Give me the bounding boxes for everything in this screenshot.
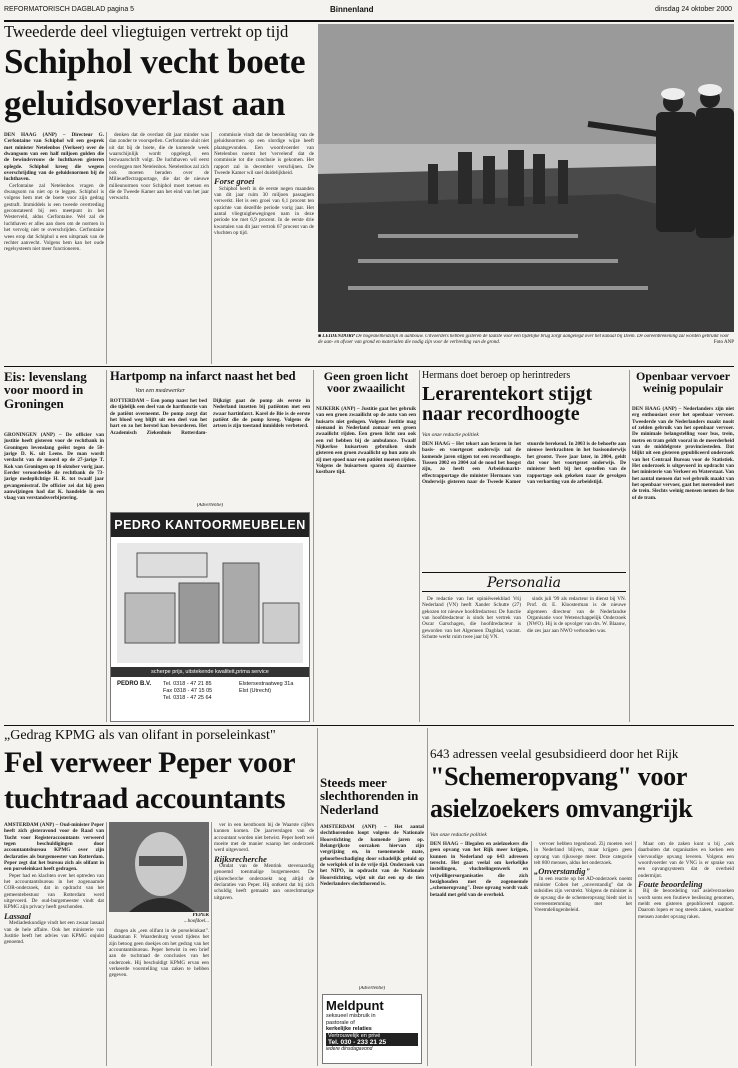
slechthorenden-text: AMSTERDAM (ANP) – Het aantal slechthorenden loopt volgens de Nationale Hoorstichting de komende jaren op. Belangrijkste oorzaken hiervan zijn vergrijzing en, in toenemende mate, gehoorbeschadiging door schadelijk geluid op de werkplek of in de vrije tijd. Onderzoek van het NIPO, in opdracht van de Nationale Hoorstichting, wijst uit dat een op de tien Nederlanders slechthorend is.	[320, 824, 424, 888]
hartpomp-headline: Hartpomp na infarct naast het bed	[110, 370, 296, 383]
meldpunt-advertisement[interactable]	[322, 994, 422, 1064]
masthead	[0, 4, 738, 20]
column-divider	[629, 370, 630, 722]
subhead-onverstandig: „Onverstandig"	[534, 866, 591, 877]
kpmg-headline-2: tuchtraad accountants	[4, 784, 286, 815]
pedro-ad-tagline: scherpe prijs, uitstekende kwaliteit,prima service	[111, 667, 309, 677]
asiel-headline-1: "Schemeropvang" voor	[430, 764, 688, 791]
groningen-headline: Eis: levenslang voor moord in Groningen	[4, 370, 87, 411]
pedro-phones	[163, 681, 233, 702]
kpmg-col-2	[109, 928, 209, 1066]
hartpomp-byline: Van een medewerker	[135, 388, 185, 394]
peper-portrait-drawing	[109, 822, 209, 912]
hartpomp-text: ROTTERDAM – Een pomp naast het bed die tijdelijk een deel van de hartfunctie van de patiënt overneemt. De pomp zorgt dat het bloed weg blijft uit een deel van het hart en zo het herstel kan bevorderen. Het Academisch Ziekenhuis Rotterdam-Dijkzigt gaat de pomp als eerste in Nederland inzetten bij patiënten met een zwaar hartinfarct. Karel de Bie is de eerste patiënt die de pomp kreeg. Volgens de artsen is zijn toestand inmiddels verbeterd.	[110, 398, 310, 436]
schiphol-col-1	[4, 132, 104, 364]
kpmg-col3-text: ver in een kerstboom bij de Waarste cijfers kunnen komen. De jaarverslagen van de accountant worden niet betwist. Peper heeft wel moeite met de manier waarop het onderzoek werd uitgevoerd.	[214, 822, 314, 854]
groningen-text-box	[4, 432, 104, 722]
column-divider	[317, 728, 318, 1066]
schiphol-headline-2: geluidsoverlast aan	[4, 86, 286, 123]
pedro-tel: Tel. 0318 - 47 21 85	[163, 681, 212, 687]
slechthorenden-text-box	[320, 824, 424, 984]
kpmg-col1b-text: Mediadeskundige vindt het een zwaar lassaal van de hele affaire. Ook het ministerie van Justitie heeft het advies van KPMG onjuist genoemd.	[4, 920, 104, 946]
section-rule	[4, 725, 734, 726]
peper-portrait	[109, 822, 209, 912]
asiel-kicker: 643 adressen veelal gesubsidieerd door het Rijk	[430, 746, 679, 761]
asiel-headline-2: asielzoekers omvangrijk	[430, 796, 693, 823]
kpmg-headline-1: Fel verweer Peper voor	[4, 748, 296, 779]
hermans-kicker: Hermans doet beroep op herintreders	[422, 370, 571, 381]
hermans-byline: Van onze redactie politiek	[422, 432, 479, 438]
kpmg-col3b-text: Omdat van de Mentink stevenaardig genoemd toenmalige burgemeester. De rijksrecherche onderzoekt nog altijd de declaraties van Peper. Hij ontkent dat hij zich schuldig heeft gemaakt aan onrechtmatige uitgaven.	[214, 863, 314, 901]
schiphol-kicker: Tweederde deel vliegtuigen vertrekt op tijd	[4, 22, 289, 41]
groningen-text: GRONINGEN (ANP) – De officier van justitie heeft gisteren voor de rechtbank in Groningen levenslang geëist tegen de 50-jarige D. K. uit Leens. De man wordt verdacht van de moord op de 27-jarige T. Kok van Groningen op 16 oktober vorig jaar. Eerder veroordeelde de rechtbank de 73-jarige medeplichtige H. R. tot twaalf jaar gevangenisstraf. De officier zei dat hij geen aanwijzingen had dat K. handelde in een vlaag van verstandsverbijstering.	[4, 432, 104, 502]
slechthorenden-headline: Steeds meer slechthorenden in Nederland	[320, 776, 419, 817]
personalia-right-text: sinds juli '99 als redacteur in dienst bij VN. Prof. dr. E. Kloosterman is de nieuwe algemeen directeur van de Nederlandse Organisatie voor Wetenschappelijk Onderzoek (NWO). Hij is de opvolger van drs. W. Blaauw, die zes jaar aan NWO verbonden was.	[527, 596, 626, 634]
personalia-header: Personalia	[422, 572, 626, 592]
furniture-illustration	[117, 543, 303, 663]
column-divider	[427, 728, 428, 1066]
subhead-foute-beoordeling: Foute beoordeling	[638, 879, 703, 890]
pedro-tel2: Tel. 0318 - 47 25 64	[163, 695, 212, 701]
zwaailicht-text-box	[316, 406, 416, 722]
schiphol-headline-1: Schiphol vecht boete	[4, 44, 306, 81]
schiphol-col-2	[109, 132, 209, 364]
column-divider	[211, 822, 212, 1066]
schiphol-lead: DEN HAAG (ANP) – Directeur G. Cerfontaine van Schiphol wil een gesprek met minister Netelenbos (Verkeer) over de dwangsom van een half miljoen gulden die de bewindsvrouw de luchthaven gisteren oplegde. Schiphol kreeg die wegens overschrijding van de geluidsnormen bij de luchthaven.	[4, 132, 104, 183]
openbaar-text-box	[632, 406, 734, 722]
section-rule	[4, 366, 734, 367]
personalia-left-text: De redactie van het opiniëweekblad Vrij Nederland (VN) heeft Xander Schutte (27) gekozen tot nieuwe hoofdredacteur. De functie van hoofdredacteur is sinds het vertrek van Oscar Garschagen, die hoofdredacteur is geworden van het Algemeen Dagblad, vacant. Schutte werkt ruim twee jaar bij VN.	[422, 596, 521, 641]
pedro-address: Elstersestraatweg 31a	[239, 681, 294, 687]
schiphol-col3b-text: Schiphol heeft in de eerste negen maanden van dit jaar ruim 30 miljoen passagiers verwerkt. Het is een groei van 6,1 procent ten opzichte van dezelfde periode vorig jaar. Het aantal vliegtuigbewegingen nam in deze periode toe met 6,9 procent. In de eerste drie kwartalen van dit jaar vertrok 67 procent van de vluchten op tijd.	[214, 185, 314, 237]
asiel-col2b-text: In een reactie op het AD-onderzoek noemt minister Cohen het „onverstandig" dat de subsidies zijn verstrekt. Volgens de minister is de opvang die de schemeropvang biedt niet in overeenstemming met het Vreemdelingenbeleid.	[534, 875, 632, 914]
meldpunt-line2: pastorale of	[326, 1019, 355, 1026]
schiphol-col3-text: commissie vindt dat de beoordeling van de geluidsnormen op een slordige wijze heeft plaatsgevonden. Een woordvoerder van Netelenbos noemt het 'vervelend' dat de commissie tot die conclusie is gekomen. Het rapport zal in december verschijnen. De Tweede Kamer wil snel duidelijkheid.	[214, 132, 314, 177]
peper-caption-text: ...hoofdoel...	[184, 919, 209, 924]
kpmg-col-3	[214, 822, 314, 1066]
pedro-ad-title: PEDRO KANTOORMEUBELEN	[111, 513, 309, 537]
construction-photo-drawing	[318, 24, 734, 332]
column-divider	[106, 370, 107, 722]
asiel-col2-text: vervoer hebben tegenhoud. Zij moeten wel in Nederland blijven, maar krijgen geen opvang van rijkswege meer. Deze categorie telt 800 mensen, aldus het onderzoek.	[534, 841, 632, 867]
masthead-section: Binnenland	[330, 5, 374, 14]
asiel-col1-text: DEN HAAG – Illegalen en asielzoekers die geen opvang van het Rijk meer krijgen, kunnen in Nederland op 643 adressen terecht. Het gaat veelal om kerkelijke instellingen, vluchtelingenwerk en vrijwilligersorganisaties die zich bezighouden met de zogenoemde „schemeropvang". Deze opvang wordt vaak betaald met geld van de overheid.	[430, 841, 528, 898]
column-divider	[635, 841, 636, 1066]
column-divider	[531, 841, 532, 1066]
zwaailicht-text: NIJKERK (ANP) – Justitie gaat het gebruik van een groen zwaailicht op de auto van een huisarts niet gedogen. Volgens Justitie mag niemand in Nederland zomaar een groen zwaailicht rijden. Een groen licht zou ook een rol hebben bij de ambulance. Twaalf Nijkerkse huisartsen gebruiken sinds gisteren een groen zwaailicht op hun auto als zij met spoed naar een patiënt moeten rijden. Volgens de huisartsen sparen zij daarmee kostbare tijd.	[316, 406, 416, 476]
openbaar-text: DEN HAAG (ANP) – Nederlanders zijn niet erg enthousiast over het openbaar vervoer. Tweederde van de Nederlanders maakt nooit of zelden gebruik van het openbaar vervoer. De minimale belangstelling voor bus, trein, metro en tram geldt vooral in de meerderheid van de middelgrote provinciesteden. Dat blijkt uit een gisteren gepubliceerd onderzoek van het Centraal Bureau voor de Statistiek. Het onderzoek is uitgevoerd in opdracht van het ministerie van Verkeer en Waterstaat. Van het aantal mensen dat wel gebruik maakt van het openbaar vervoer, gaat het merendeel met de trein. Slechts weinig mensen nemen de bus of de tram.	[632, 406, 734, 501]
meldpunt-tel: Tel. 030 - 233 21 25	[326, 1039, 418, 1046]
column-divider	[211, 132, 212, 364]
column-divider	[313, 370, 314, 722]
subhead-forse-groei: Forse groei	[214, 176, 255, 187]
pedro-company: PEDRO B.V.	[117, 681, 152, 687]
pedro-fax: Fax 0318 - 47 15 05	[163, 688, 213, 694]
advertentie-label-2: (Advertentie)	[358, 986, 386, 991]
meldpunt-title: Meldpunt	[326, 998, 384, 1013]
hermans-text: DEN HAAG – Het tekort aan leraren in het basis- en voortgezet onderwijs zal de komende jaren stijgen tot een recordhoogte. Tussen 2002 en 2004 zal de nood het hoogst zijn, zo heeft een Arbeidsmarkt-effectrapportage die minister Hermans van Onderwijs gisteren naar de Tweede Kamer stuurde berekend. In 2003 is de behoefte aan nieuwe leerkrachten in het basisonderwijs het grootst. Twee jaar later, in 2004, geldt dat voor het voortgezet onderwijs. De minister heeft bij het opstellen van de rapportage ook gekeken naar de gevolgen van verkorting van de arbeidstijd.	[422, 441, 626, 486]
masthead-date: dinsdag 24 oktober 2000	[654, 6, 732, 13]
personalia-right-box	[527, 596, 626, 722]
schiphol-col-3	[214, 132, 314, 364]
subhead-lassaal: Lassaal	[4, 910, 31, 921]
hermans-headline: Lerarentekort stijgt naar recordhoogte	[422, 384, 593, 426]
column-divider	[106, 822, 107, 1066]
schiphol-col2-text: denken dat de overlast dit jaar minder was dan zonder te voorspellen. Cerfontaine sluit niet uit dat bij de boete, die de komende week waarschijnlijk wordt opgelegd, een bezwaarschrift volgt. De luchthaven wil eerst overleggen met Netelenbos. Netelenbos zal zich ook moeten beraden over de Milieueffectrapportage, die dat de nieuwe milieunormen voor Schiphol moet toetsen en die de Tweede Kamer aan het eind van het jaar verwacht.	[109, 132, 209, 202]
caption-label: LEIDENDORP	[322, 334, 355, 339]
photo-caption: ■ LEIDENDORP De hogesnelheidslijn in aanbouw. Uitvoerders hebben gisteren de laatste voor een tijdelijke brug zorgt aangelegd over het kanaal bij Diem. De ooreenbrekening zal worden gebruikt voor de aan- en afvoer van grond en materialen die nodig zijn voor de verbreding van de grond. Foto ANP	[318, 334, 734, 345]
subhead-rijksrecherche: Rijksrecherche	[214, 853, 267, 864]
column-divider	[419, 370, 420, 722]
advertentie-label: (Advertentie)	[196, 503, 224, 508]
personalia-left-box	[422, 596, 521, 722]
meldpunt-line4: Vertrouwelijk en privé	[326, 1033, 418, 1040]
schiphol-col1-text: Cerfontaine zal Netelenbos vragen de dwangsom nu niet op te leggen. Schiphol is volgens hem met de boete voor zijn gedrag gestraft. Immiddels is een tweede overtreding geconstateerd bij een meetpunt in het Westerveld, aldus Cerfontaine. Wel zal de luchthaven er alles aan doen om de normen in het vervolg niet te overschrijden. Cerfontaine wees erop dat Schiphol u een uitspraak van de rechter aanvecht. Volgens hem kan het oude regelsysteem niet meer functioneren.	[4, 182, 104, 253]
asiel-col-3	[638, 841, 734, 1066]
meldpunt-line3: kerkelijke relaties	[326, 1026, 372, 1032]
pedro-address-block	[239, 681, 307, 695]
kpmg-kicker: „Gedrag KPMG als van olifant in porseleinkast"	[4, 728, 276, 743]
meldpunt-note: iedere dinsdagavond	[326, 1046, 373, 1052]
peper-label: PEPER	[192, 913, 209, 918]
pedro-city: Elst (Utrecht)	[239, 688, 272, 694]
photo-credit: Foto ANP	[713, 340, 734, 345]
construction-photo	[318, 24, 734, 332]
hermans-text-box	[422, 441, 626, 569]
kpmg-lead: AMSTERDAM (ANP) – Oud-minister Peper heeft zich gisteravond voor de Raad van Tucht voor Registeraccountants verweerd tegen beschuldigingen door accountantsbureau KPMG over zijn declaraties als burgemeester van Rotterdam. Peper zegt dat het bureau zich als olifant in een porseleinkast heeft gedragen.	[4, 822, 104, 873]
asiel-col3-text: Maar om de zaken kunt u bij „ook daarbuiten dat organisaties en kerken een viervoudige opvang leveren. Volgens een woordvoerder van de VNG is er sprake van een opvangsysteem dat de overheid ondermijnt.	[638, 841, 734, 879]
kpmg-col1-text: Peper had en klachten over het optreden van het accountantsbureau in het zogenaamde COR-onderzoek, dat in opdracht van het gemeentebestuur van Rotterdam werd uitgevoerd. De oud-burgemeester vindt dat KPMG zijn privacy heeft geschonden.	[4, 872, 104, 911]
openbaar-headline: Openbaar vervoer weinig populair	[635, 370, 731, 396]
masthead-left: REFORMATORISCH DAGBLAD pagina 5	[4, 6, 135, 13]
kpmg-col2-text: dragen als „een olifant in de porseleinkast". Raadsman F. Waardenburg wond tijdens het zijn betoog geen doekjes om het gedrag van het accountantsbureau. Peper betwist in een brief aan de tuchtraad de conclusies van het onderzoek. Hij beschuldigt KPMG ervan een verkeerde voorstelling van zaken te hebben gegeven.	[109, 928, 209, 979]
zwaailicht-headline: Geen groen licht voor zwaailicht	[323, 370, 409, 396]
pedro-advertisement[interactable]	[110, 512, 310, 722]
hartpomp-text-box	[110, 398, 310, 502]
caption-text: De hogesnelheidslijn in aanbouw. Uitvoerders hebben gisteren de laatste voor een tijdelijke brug zorgt aangelegd over het kanaal bij Diem. De ooreenbrekening zal worden gebruikt voor de aan- en afvoer van grond en materialen die nodig zijn voor de verbreding van de grond.	[318, 334, 730, 345]
peper-caption	[109, 913, 209, 927]
asiel-byline: Van onze redactie politiek	[430, 832, 487, 838]
asiel-col-1	[430, 841, 528, 1066]
asiel-col-2	[534, 841, 632, 1066]
meldpunt-line1: seksueel misbruik in	[326, 1013, 376, 1019]
column-divider	[106, 132, 107, 364]
asiel-col3b-text: Bij de beoordeling van asielverzoeken wordt soms een foutieve beslissing genomen, meldt een gisteren gepubliceerd rapport. Daarom lopen er nog steeds zaken, waardoor mensen zonder opvang raken.	[638, 888, 734, 920]
kpmg-col-1	[4, 822, 104, 1066]
